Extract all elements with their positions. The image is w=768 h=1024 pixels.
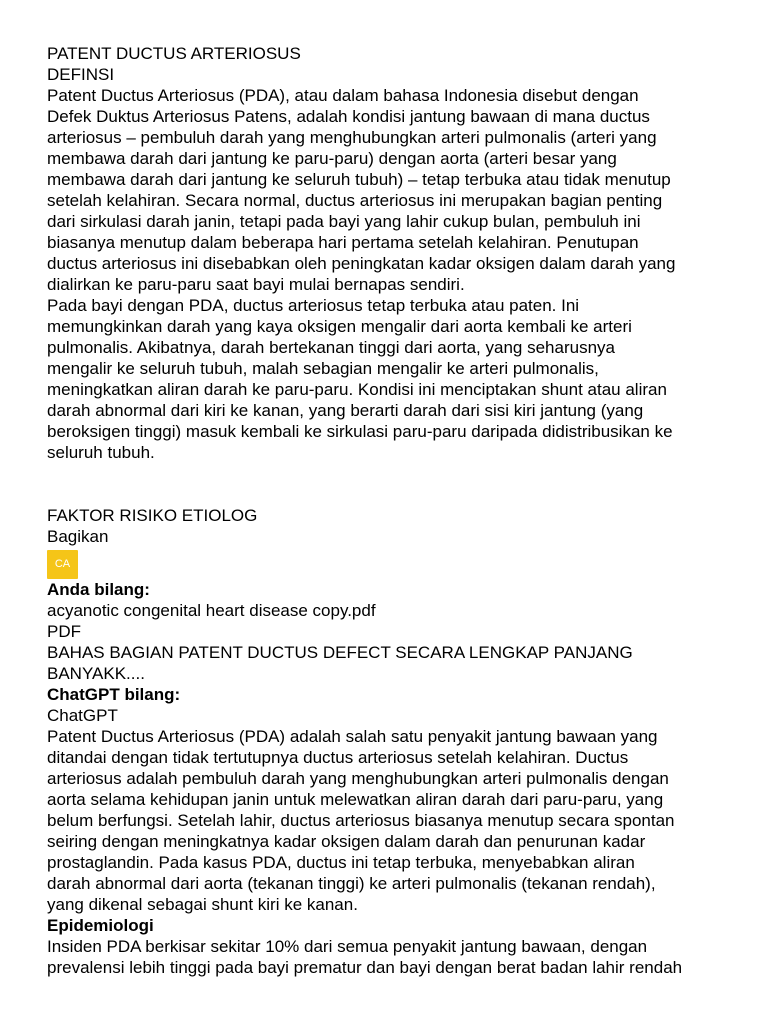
text-line: Patent Ductus Arteriosus (PDA) adalah salah satu penyakit jantung bawaan yang [47,727,658,746]
pda-shunt-paragraph [47,295,737,463]
text-line: prostaglandin. Pada kasus PDA, ductus ini tetap terbuka, menyebabkan aliran [47,853,635,872]
subtitle-definisi: DEFINSI [47,65,115,84]
text-line: arteriosus – pembuluh darah yang menghubungkan arteri pulmonalis (arteri yang [47,128,657,147]
text-line: darah abnormal dari kiri ke kanan, yang berarti darah dari sisi kiri jantung (yang [47,401,644,420]
share-link[interactable]: Bagikan [47,527,109,546]
assistant-name: ChatGPT [47,706,118,725]
text-line: BAHAS BAGIAN PATENT DUCTUS DEFECT SECARA LENGKAP PANJANG [47,643,633,662]
text-line: arteriosus adalah pembuluh darah yang menghubungkan arteri pulmonalis dengan [47,769,669,788]
section-title-risk-factors: FAKTOR RISIKO ETIOLOG [47,506,258,525]
text-line: pulmonalis. Akibatnya, darah bertekanan tinggi dari aorta, yang seharusnya [47,338,615,357]
section-spacer [47,463,737,505]
definition-paragraph [47,85,737,295]
text-line: setelah kelahiran. Secara normal, ductus arteriosus ini merupakan bagian penting [47,191,663,210]
text-line: BANYAKK.... [47,664,145,683]
text-line: Defek Duktus Arteriosus Patens, adalah kondisi jantung bawaan di mana ductus [47,107,650,126]
text-line: Insiden PDA berkisar sekitar 10% dari semua penyakit jantung bawaan, dengan [47,937,648,956]
document-page [47,43,737,978]
attachment-file-type: PDF [47,622,81,641]
text-line: dari sirkulasi darah janin, tetapi pada bayi yang lahir cukup bulan, pembuluh ini [47,212,641,231]
text-line: memungkinkan darah yang kaya oksigen mengalir dari aorta kembali ke arteri [47,317,632,336]
text-line: Patent Ductus Arteriosus (PDA), atau dalam bahasa Indonesia disebut dengan [47,86,639,105]
heading-epidemiology: Epidemiologi [47,916,154,935]
text-line: biasanya menutup dalam beberapa hari pertama setelah kelahiran. Penutupan [47,233,639,252]
text-line: mengalir ke seluruh tubuh, malah sebagian mengalir ke arteri pulmonalis, [47,359,599,378]
text-line: membawa darah dari jantung ke seluruh tubuh) – tetap terbuka atau tidak menutup [47,170,671,189]
text-line: membawa darah dari jantung ke paru-paru) dengan aorta (arteri besar yang [47,149,617,168]
user-prompt [47,642,737,684]
user-avatar: CA [47,550,78,579]
text-line: ductus arteriosus ini disebabkan oleh peningkatan kadar oksigen dalam darah yang [47,254,676,273]
text-line: yang dikenal sebagai shunt kiri ke kanan. [47,895,358,914]
text-line: beroksigen tinggi) masuk kembali ke sirkulasi paru-paru daripada didistribusikan ke [47,422,673,441]
text-line: seiring dengan meningkatnya kadar oksigen dalam darah dan penurunan kadar [47,832,646,851]
text-line: prevalensi lebih tinggi pada bayi prematur dan bayi dengan berat badan lahir rendah [47,958,683,977]
text-line: aorta selama kehidupan janin untuk melewatkan aliran darah dari paru-paru, yang [47,790,664,809]
section-title-pda: PATENT DUCTUS ARTERIOSUS [47,44,301,63]
text-line: darah abnormal dari aorta (tekanan tinggi) ke arteri pulmonalis (tekanan rendah), [47,874,656,893]
text-line: Pada bayi dengan PDA, ductus arteriosus tetap terbuka atau paten. Ini [47,296,580,315]
text-line: dialirkan ke paru-paru saat bayi mulai bernapas sendiri. [47,275,465,294]
attachment-file-name[interactable]: acyanotic congenital heart disease copy.pdf [47,601,376,620]
epidemiology-paragraph [47,936,737,978]
text-line: belum berfungsi. Setelah lahir, ductus arteriosus biasanya menutup secara spontan [47,811,675,830]
assistant-answer [47,726,737,915]
text-line: ditandai dengan tidak tertutupnya ductus arteriosus setelah kelahiran. Ductus [47,748,629,767]
text-line: seluruh tubuh. [47,443,155,462]
assistant-label: ChatGPT bilang: [47,685,181,704]
user-label: Anda bilang: [47,580,150,599]
text-line: meningkatkan aliran darah ke paru-paru. Kondisi ini menciptakan shunt atau aliran [47,380,667,399]
